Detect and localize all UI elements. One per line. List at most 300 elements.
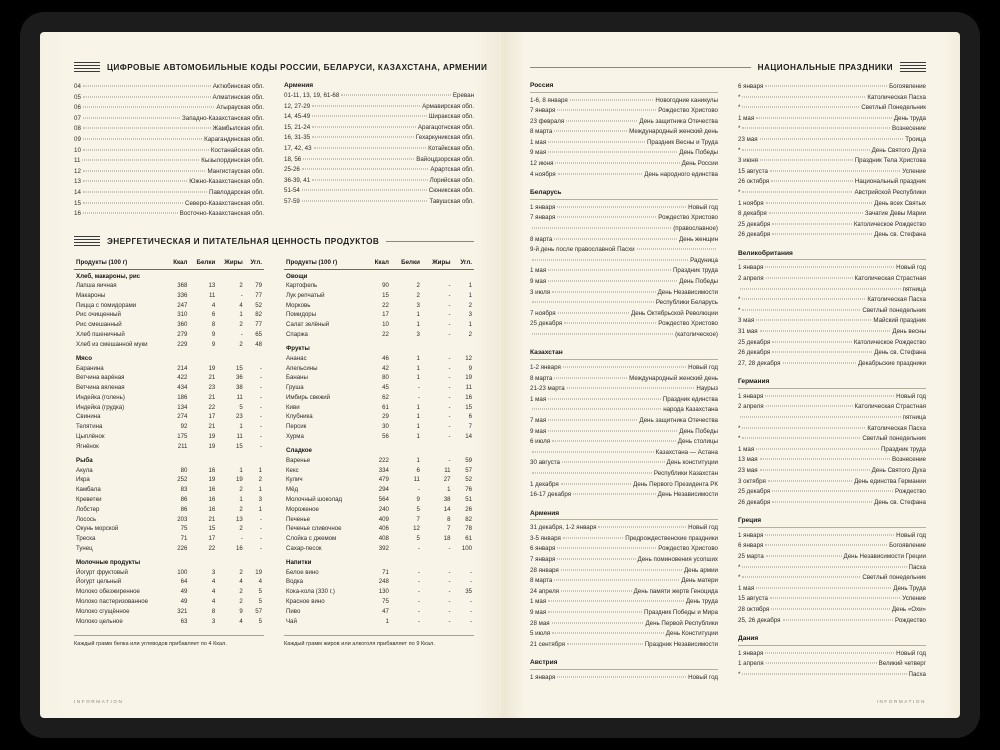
leader-row (530, 319, 718, 330)
holiday-name: Католическая Страстная (854, 403, 926, 411)
protein-value: 1 (416, 423, 420, 431)
leader-row (738, 327, 926, 338)
holiday-date: 9 мая (530, 427, 547, 435)
leader-row (530, 458, 718, 469)
kcal-value: 336 (177, 291, 188, 299)
kcal-value: 240 (378, 505, 389, 513)
dot-leader (532, 409, 661, 410)
fat-value: 4 (239, 578, 243, 586)
carb-value: - (259, 535, 262, 543)
column-header: Белки (189, 256, 217, 270)
kcal-value: 252 (177, 476, 188, 484)
dot-leader (302, 200, 428, 201)
dot-leader (772, 352, 872, 353)
holiday-date: 2 апреля (738, 403, 764, 411)
table-row (284, 475, 474, 485)
product-name: Телятина (76, 423, 103, 431)
dot-leader (765, 395, 894, 396)
leader-row (74, 124, 264, 135)
holiday-name: День св. Стефана (874, 231, 926, 239)
leader-row (74, 156, 264, 167)
code-value: 17, 42, 43 (284, 144, 312, 152)
table-group-row (284, 441, 474, 455)
code-value: 10 (74, 146, 81, 154)
table-row (284, 577, 474, 587)
table-row (74, 485, 264, 495)
holiday-name: Богоявление (889, 83, 926, 90)
fat-value: 2 (239, 486, 243, 494)
nutrition-col-1 (74, 256, 264, 647)
product-name: Молоко пастеризованное (76, 597, 149, 605)
leader-row (530, 523, 718, 534)
protein-value: 23 (208, 384, 216, 392)
dot-leader (772, 341, 852, 342)
dot-leader (83, 202, 183, 203)
table-row (284, 310, 474, 320)
dot-leader (742, 191, 852, 192)
table-group-heading: Рыба (76, 457, 93, 465)
dot-leader (532, 333, 673, 334)
holiday-name: День Святого Духа (871, 146, 926, 154)
fat-value: 27 (443, 476, 451, 484)
holiday-name: Праздник единства (662, 395, 718, 403)
fat-value: - (448, 282, 451, 290)
holiday-name: Рождество (894, 616, 926, 624)
leader-row (284, 186, 474, 197)
table-row (74, 441, 264, 451)
holiday-date: 1 мая (530, 395, 547, 403)
leader-row (530, 544, 718, 555)
product-name: Морковь (286, 301, 311, 309)
dot-leader (83, 86, 211, 87)
holiday-name: День «Охи» (891, 606, 926, 614)
dot-leader (552, 622, 644, 623)
leader-row (738, 167, 926, 178)
code-value: 01-11, 13, 19, 61-68 (284, 92, 340, 99)
dot-leader (548, 152, 677, 153)
dot-leader (83, 107, 215, 108)
leader-row (74, 103, 264, 114)
leader-row (530, 256, 718, 267)
kcal-value: 368 (177, 282, 188, 290)
holiday-date: 9-й день после православной Пасхи (530, 246, 635, 254)
country-heading: Армения (530, 509, 560, 517)
holiday-name: Новый год (896, 264, 926, 272)
table-row (284, 383, 474, 393)
dot-leader (557, 676, 686, 677)
leader-row (284, 91, 474, 102)
holiday-date: 1 января (530, 203, 556, 211)
kcal-value: 130 (378, 588, 389, 596)
dot-leader (562, 462, 665, 463)
country-heading: Германия (738, 378, 770, 386)
protein-value: 4 (211, 588, 216, 596)
holiday-name: Национальный праздник (854, 178, 926, 186)
holiday-date: 26 декабря (738, 349, 771, 357)
holiday-date: 25 декабря (738, 488, 771, 496)
region-name: Гехаркуникская обл. (415, 134, 474, 142)
leader-row (530, 309, 718, 320)
dot-leader (83, 213, 178, 214)
kcal-value: 247 (177, 301, 188, 309)
table-row (74, 616, 264, 626)
fat-value: - (448, 597, 451, 605)
holiday-name: Майский праздник (873, 317, 926, 325)
fat-value: 4 (239, 617, 243, 625)
holiday-name: Наурыз (696, 385, 718, 393)
dot-leader (557, 206, 686, 207)
protein-value: 9 (416, 495, 420, 503)
leader-row (738, 424, 926, 435)
country-heading: Россия (530, 82, 554, 89)
protein-value: 21 (208, 374, 216, 382)
leader-row (738, 466, 926, 477)
region-name: Актюбинская обл. (212, 83, 264, 90)
carb-value: 5 (258, 597, 262, 605)
region-name: Армавирская обл. (422, 102, 474, 110)
table-row (74, 465, 264, 475)
fat-value: - (448, 393, 451, 401)
dot-leader (573, 494, 655, 495)
product-name: Клубника (286, 413, 313, 421)
holiday-name: Новый год (688, 673, 718, 681)
dot-leader (740, 417, 901, 418)
leader-row (284, 176, 474, 187)
fat-value: 13 (235, 515, 243, 523)
kcal-value: 47 (382, 607, 389, 615)
holiday-name: Новый год (688, 363, 718, 371)
region-name: Павлодарская обл. (209, 188, 264, 196)
fat-value: - (448, 544, 451, 552)
leader-row (530, 374, 718, 385)
dot-leader (532, 451, 654, 452)
leader-row (738, 659, 926, 670)
kcal-value: 46 (382, 354, 389, 362)
dot-leader (548, 398, 661, 399)
region-name: Котайкская обл. (428, 144, 474, 152)
table-row (284, 393, 474, 403)
product-name: Цыплёнок (76, 433, 105, 441)
fat-value: 11 (444, 466, 451, 474)
dot-leader (554, 377, 627, 378)
protein-value: 9 (211, 340, 216, 348)
table-row (284, 320, 474, 330)
kcal-value: 42 (382, 364, 389, 372)
rule (530, 67, 751, 68)
protein-value: 16 (208, 486, 216, 494)
table-group-row (74, 451, 264, 465)
holiday-name: День Победы (679, 277, 718, 285)
product-name: Креветки (76, 495, 102, 503)
kcal-value: 22 (382, 301, 389, 309)
kcal-value: 62 (382, 393, 389, 401)
fat-value: 2 (239, 505, 243, 513)
holiday-name: Католическая Пасха (867, 93, 926, 101)
protein-value: 1 (416, 374, 420, 382)
kcal-value: 422 (177, 374, 188, 382)
protein-value: 21 (208, 393, 216, 401)
divider (738, 527, 926, 528)
holiday-name: День Октябрьской Революции (631, 309, 718, 317)
kcal-value: 392 (378, 544, 389, 552)
leader-row (530, 629, 718, 640)
protein-value: 3 (211, 617, 216, 625)
right-page (502, 32, 960, 718)
dot-leader (554, 131, 627, 132)
fat-value: 1 (239, 311, 243, 319)
table-row (74, 475, 264, 485)
holiday-date: 1 мая (530, 138, 547, 146)
fat-value: - (448, 588, 451, 596)
holiday-name: Великий четверг (878, 660, 926, 668)
carb-value: - (259, 442, 262, 450)
product-name: Икра (76, 476, 90, 484)
holiday-date: 9 мая (530, 277, 547, 285)
holiday-name: Новый год (896, 531, 926, 539)
kcal-value: 75 (180, 525, 188, 533)
fat-value: - (240, 291, 243, 299)
carb-value: - (259, 525, 262, 533)
dot-leader (765, 267, 894, 268)
leader-row (738, 274, 926, 285)
holiday-date: 3 июня (738, 157, 759, 165)
carb-value: 26 (465, 505, 472, 513)
product-name: Камбала (76, 486, 101, 494)
carb-value: 2 (468, 331, 472, 339)
holiday-name: Зачатие Девы Марии (864, 210, 926, 218)
dot-leader (566, 120, 637, 121)
holiday-date: 8 марта (530, 577, 553, 585)
country-heading: Беларусь (530, 189, 562, 197)
leader-row (74, 146, 264, 157)
country-heading-armenia: Армения (284, 82, 314, 89)
leader-row (74, 82, 264, 93)
dot-leader (768, 480, 852, 481)
holiday-name: Новый год (896, 392, 926, 400)
dot-leader (532, 259, 688, 260)
holiday-name: Предрождественские праздники (625, 534, 718, 542)
region-name: Тавушская обл. (429, 197, 474, 205)
leader-row (530, 566, 718, 577)
holiday-date: 3 октября (738, 477, 766, 485)
table-row (284, 567, 474, 577)
region-name: Восточно-Казахстанская обл. (179, 210, 264, 218)
code-value: 12, 27-29 (284, 102, 311, 110)
protein-value: 4 (211, 597, 216, 605)
table-row (284, 587, 474, 597)
leader-row (738, 82, 926, 93)
holiday-name: Троица (905, 135, 926, 143)
holiday-name: пятница (902, 414, 926, 422)
product-name: Чай (286, 617, 297, 625)
holiday-date: 12 июня (530, 160, 554, 168)
kcal-value: 49 (180, 588, 188, 596)
divider (738, 645, 926, 646)
holiday-name: Успение (902, 167, 926, 175)
table-row (74, 300, 264, 310)
holiday-name: Рождество Христово (658, 545, 718, 553)
fat-value: 15 (235, 442, 243, 450)
region-name: Вайоцдзорская обл. (416, 155, 474, 163)
dot-leader (83, 96, 211, 97)
kcal-value: 49 (180, 597, 188, 605)
product-name: Акула (76, 466, 93, 474)
leader-row (284, 112, 474, 123)
dot-leader (756, 587, 891, 588)
dot-leader (742, 107, 859, 108)
carb-value: - (259, 403, 262, 411)
dot-leader (772, 234, 872, 235)
table-row (284, 465, 474, 475)
holiday-date: 31 мая (738, 327, 758, 335)
protein-value: - (417, 393, 420, 401)
holiday-name: Католическое Рождество (853, 220, 926, 228)
table-row (284, 373, 474, 383)
holiday-name: День Конституции (665, 630, 718, 638)
kcal-value: 71 (180, 535, 188, 543)
carb-value: - (469, 617, 472, 625)
note-protein-carbs: Каждый грамм белка или углеводов прибавляет по 4 Ккал. (74, 635, 264, 647)
holiday-date: 1 января (530, 673, 556, 681)
dot-leader (532, 472, 652, 473)
divider (738, 259, 926, 260)
kcal-value: 226 (177, 544, 188, 552)
carb-value: - (259, 374, 262, 382)
holiday-name: Международный женский день (629, 374, 718, 382)
carb-value: 78 (465, 525, 472, 533)
protein-value: 3 (211, 568, 216, 576)
fat-value: - (448, 354, 451, 362)
leader-row (738, 93, 926, 104)
holiday-date: 26 декабря (738, 231, 771, 239)
product-name: Хурма (286, 433, 304, 441)
kcal-value: 134 (177, 403, 188, 411)
leader-row (738, 156, 926, 167)
holiday-date: 1 декабря (530, 480, 559, 488)
fat-value: 2 (239, 568, 243, 576)
region-name: Мангистауская обл. (207, 167, 264, 175)
dot-leader (740, 288, 901, 289)
product-name: Ягнёнок (76, 442, 99, 450)
product-name: Ананас (286, 354, 307, 362)
table-row (74, 373, 264, 383)
protein-value: 19 (208, 476, 216, 484)
divider (530, 199, 718, 200)
carb-value: 1 (258, 466, 262, 474)
holiday-date: 16-17 декабря (530, 491, 572, 499)
kcal-value: 214 (177, 364, 188, 372)
fat-value: - (448, 374, 451, 382)
protein-value: 19 (208, 442, 216, 450)
hatch-deco-icon (74, 62, 100, 73)
protein-value: 7 (416, 515, 420, 523)
fat-value: - (448, 384, 451, 392)
leader-row (738, 135, 926, 146)
holiday-date: * (738, 296, 741, 304)
kcal-value: 1 (385, 617, 389, 625)
product-name: Пицца с помидорами (76, 301, 137, 309)
leader-row (530, 245, 718, 256)
dot-leader (760, 330, 891, 331)
dot-leader (552, 633, 664, 634)
holidays-col-2 (738, 82, 926, 683)
code-value: 07 (74, 114, 81, 122)
holiday-name: День народного единства (644, 170, 718, 178)
kcal-value: 86 (180, 505, 188, 513)
carb-value: 5 (258, 617, 262, 625)
table-row (284, 616, 474, 626)
carb-value: 35 (465, 588, 472, 596)
leader-row (284, 165, 474, 176)
leader-row (530, 288, 718, 299)
product-name: Персик (286, 423, 307, 431)
leader-row (530, 363, 718, 374)
dot-leader (766, 663, 877, 664)
leader-row (738, 114, 926, 125)
protein-value: 13 (208, 282, 216, 290)
fat-value: 1 (239, 423, 243, 431)
code-value: 13 (74, 178, 81, 186)
column-header: Продукты (100 г) (284, 256, 366, 270)
fat-value: 2 (239, 588, 243, 596)
country-heading: Великобритания (738, 249, 793, 257)
fat-value: - (448, 578, 451, 586)
holiday-date: * (738, 93, 741, 101)
product-name: Слойка с джемом (286, 535, 337, 543)
carb-value: 2 (258, 476, 262, 484)
leader-row (738, 146, 926, 157)
dot-leader (766, 278, 853, 279)
leader-row (738, 616, 926, 627)
table-row (284, 422, 474, 432)
holiday-date: 28 мая (530, 619, 550, 627)
protein-value: 11 (413, 476, 420, 484)
dot-leader (557, 110, 656, 111)
code-value: 14, 45-49 (284, 113, 311, 121)
carb-value: 77 (255, 321, 262, 329)
section-title: ЭНЕРГЕТИЧЕСКАЯ И ПИТАТЕЛЬНАЯ ЦЕННОСТЬ ПРОДУКТОВ (107, 236, 380, 246)
holiday-date: 1 января (738, 392, 764, 400)
country-heading: Казахстан (530, 349, 563, 357)
product-name: Мёд (286, 486, 299, 494)
fat-value: - (448, 331, 451, 339)
table-row (74, 587, 264, 597)
protein-value: - (417, 617, 420, 625)
holiday-name: День поминовения усопших (637, 555, 718, 563)
table-group-heading: Мясо (76, 355, 92, 363)
carb-value: 100 (461, 544, 472, 552)
fat-value: - (448, 607, 451, 615)
fat-value: 4 (239, 301, 243, 309)
kcal-value: 434 (177, 384, 188, 392)
protein-value: 4 (211, 301, 216, 309)
holiday-date: * (738, 306, 741, 314)
holiday-date: 3-5 января (530, 534, 561, 542)
holiday-name: Богоявление (889, 542, 926, 550)
product-name: Молоко сгущённое (76, 607, 130, 615)
carb-value: 3 (258, 495, 262, 503)
carb-value: 15 (465, 403, 472, 411)
hatch-deco-icon (900, 62, 926, 73)
column-header: Угл. (453, 256, 474, 270)
product-name: Мороженое (286, 505, 319, 513)
leader-row (530, 117, 718, 128)
protein-value: 5 (416, 505, 420, 513)
leader-row (530, 235, 718, 246)
holiday-name: День защитника Отечества (639, 416, 718, 424)
table-row (74, 402, 264, 412)
carb-value: 11 (465, 384, 472, 392)
